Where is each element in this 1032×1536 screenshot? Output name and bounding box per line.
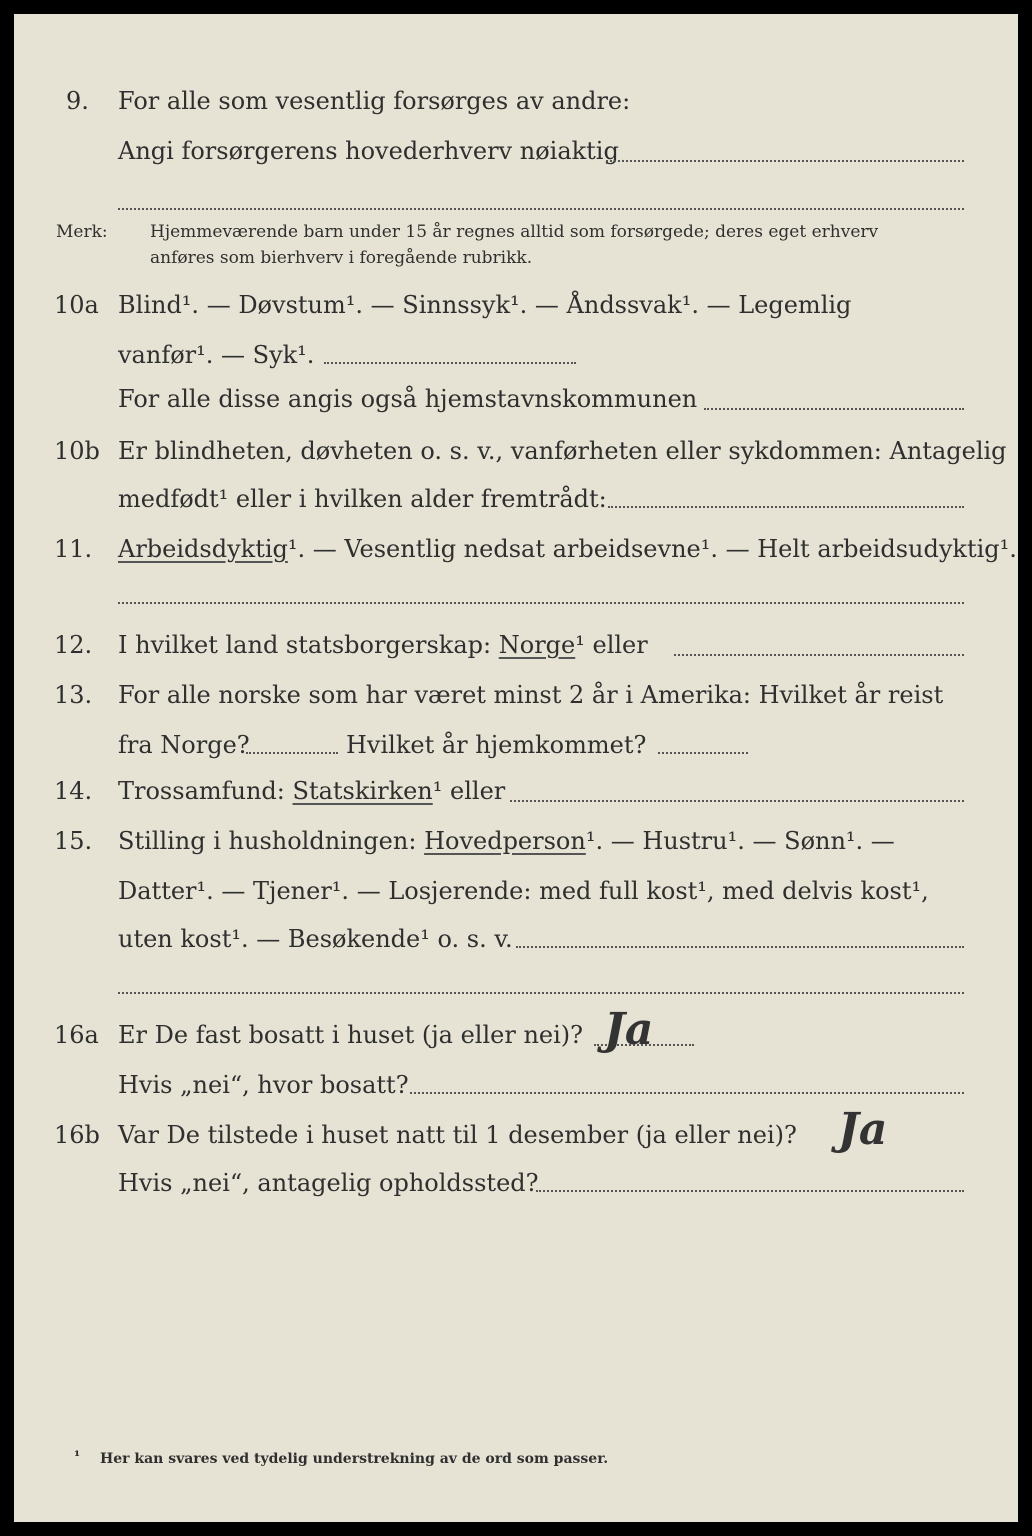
q12-number: 12. [54,631,93,659]
q10b-number: 10b [54,437,100,465]
q10a-line1: Blind¹. — Døvstum¹. — Sinnssyk¹. — Åndssvak¹. — Legemlig [118,291,852,319]
q12-selected-option: Norge [498,631,576,659]
merk-line1: Hjemmeværende barn under 15 år regnes alltid som forsørgede; deres eget erhverv [150,222,879,242]
q10a-answer-line [324,362,576,364]
q11-selected-option: Arbeidsdyktig [118,535,288,563]
q12-pre: I hvilket land statsborgerskap: [118,631,492,659]
q9-line1: For alle som vesentlig forsørges av andre: [118,87,631,115]
q15-pre: Stilling i husholdningen: [118,827,417,855]
q11-number: 11. [54,535,93,563]
q14-pre: Trossamfund: [118,777,285,805]
q16b-handwritten-answer: Ja [838,1104,888,1155]
q15-line2: Datter¹. — Tjener¹. — Losjerende: med full kost¹, med delvis kost¹, [118,877,929,905]
q16a-line1: Er De fast bosatt i huset (ja eller nei)? [118,1021,584,1049]
q15-answer-line-2 [118,992,964,994]
q16a-line2: Hvis „nei“, hvor bosatt? [118,1071,409,1099]
q15-post: ¹. — Hustru¹. — Sønn¹. — [585,827,895,855]
q9-answer-line-2 [118,208,964,210]
q9-number: 9. [66,87,89,115]
q15-selected-option: Hovedperson [424,827,586,855]
q14-line [118,776,505,806]
q10a-hometown-line [704,408,964,410]
q14-answer-line [510,800,964,802]
census-form-page [14,14,1018,1522]
q10b-line2: medfødt¹ eller i hvilken alder fremtrådt: [118,485,607,513]
q9-answer-line [606,160,964,162]
q10a-line2: vanfør¹. — Syk¹. [118,341,315,369]
q16b-line2: Hvis „nei“, antagelig opholdssted? [118,1169,539,1197]
q12-post: ¹ eller [575,631,648,659]
q11-answer-line [118,602,964,604]
q16a-number: 16a [54,1021,99,1049]
merk-line2: anføres som bierhverv i foregående rubrikk. [150,248,533,268]
q10a-line3: For alle disse angis også hjemstavnskommunen [118,385,698,413]
q14-number: 14. [54,777,93,805]
q12-answer-line [674,654,964,656]
q11-rest: ¹. — Vesentlig nedsat arbeidsevne¹. — Helt arbeidsudyktig¹. [287,535,1017,563]
q10b-line1: Er blindheten, døvheten o. s. v., vanførheten eller sykdommen: Antagelig [118,437,1007,465]
q10a-number: 10a [54,291,99,319]
q15-line1 [118,826,895,856]
q13-left-year-line [246,752,338,754]
footnote-mark: ¹ [74,1449,81,1465]
merk-label: Merk: [56,222,108,242]
q13-return-year-line [658,752,748,754]
q15-answer-line [516,946,964,948]
q14-selected-option: Statskirken [292,777,433,805]
q11-line [118,534,1017,564]
q16a-handwritten-answer: Ja [604,1004,654,1055]
q16b-whereabouts-line [536,1190,964,1192]
q13-line1: For alle norske som har været minst 2 år i Amerika: Hvilket år reist [118,681,944,709]
q15-line3: uten kost¹. — Besøkende¹ o. s. v. [118,925,513,953]
q10b-answer-line [608,506,964,508]
q13-line2a: fra Norge? [118,731,250,759]
q16b-line1: Var De tilstede i huset natt til 1 desember (ja eller nei)? [118,1121,797,1149]
q13-number: 13. [54,681,93,709]
q16a-residence-line [410,1092,964,1094]
q14-post: ¹ eller [432,777,506,805]
footnote-text: Her kan svares ved tydelig understrekning av de ord som passer. [100,1451,609,1467]
q13-line2b: Hvilket år hjemkommet? [346,731,647,759]
q12-line [118,630,648,660]
q9-line2: Angi forsørgerens hovederhverv nøiaktig [118,137,619,165]
q15-number: 15. [54,827,93,855]
q16b-number: 16b [54,1121,100,1149]
